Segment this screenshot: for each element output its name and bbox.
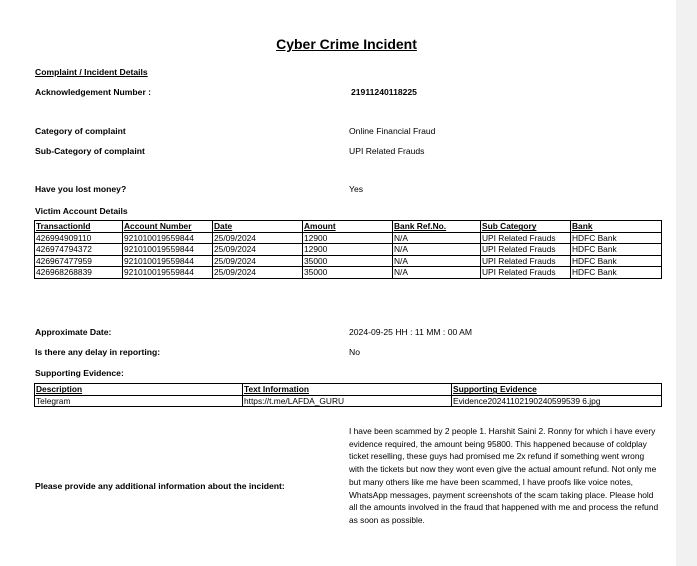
header-cell: Bank Ref.No. xyxy=(393,221,481,233)
subcategory-value: UPI Related Frauds xyxy=(349,146,425,156)
delay-value: No xyxy=(349,347,360,357)
lost-money-value: Yes xyxy=(349,184,364,194)
additional-info-label: Please provide any additional information about the incident: xyxy=(35,481,285,491)
delay-label: Is there any delay in reporting: xyxy=(35,347,161,357)
table-cell: N/A xyxy=(393,232,481,244)
ack-value: 21911240118225 xyxy=(351,87,417,97)
table-cell: 25/09/2024 xyxy=(213,267,303,279)
table-cell: 426968268839 xyxy=(35,267,123,279)
header-cell: Amount xyxy=(303,221,393,233)
header-cell: Text Information xyxy=(243,384,452,396)
table-cell: 426967477959 xyxy=(35,255,123,267)
table-header-row xyxy=(35,384,662,396)
table-cell: 426974794372 xyxy=(35,244,123,256)
table-row xyxy=(35,395,662,407)
ack-label: Acknowledgement Number : xyxy=(35,87,152,97)
table-cell: Telegram xyxy=(35,395,243,407)
table-cell: UPI Related Frauds xyxy=(481,267,571,279)
victim-heading: Victim Account Details xyxy=(35,206,128,216)
header-cell: Description xyxy=(35,384,243,396)
table-cell: 426994909110 xyxy=(35,232,123,244)
table-cell: 25/09/2024 xyxy=(213,244,303,256)
table-cell: 12900 xyxy=(303,244,393,256)
table-cell: UPI Related Frauds xyxy=(481,244,571,256)
lost-money-label: Have you lost money? xyxy=(35,184,127,194)
evidence-table xyxy=(34,383,662,407)
table-cell: 25/09/2024 xyxy=(213,232,303,244)
evidence-file-link[interactable]: Evidence20241102190240599539 6.jpg xyxy=(452,395,662,407)
table-cell: HDFC Bank xyxy=(571,232,662,244)
evidence-link[interactable]: https://t.me/LAFDA_GURU xyxy=(243,395,452,407)
table-cell: N/A xyxy=(393,255,481,267)
approx-date-label: Approximate Date: xyxy=(35,327,112,337)
table-row xyxy=(35,267,662,279)
category-label: Category of complaint xyxy=(35,126,126,136)
table-cell: 921010019559844 xyxy=(123,232,213,244)
header-cell: Sub Category xyxy=(481,221,571,233)
table-cell: 921010019559844 xyxy=(123,267,213,279)
table-cell: N/A xyxy=(393,267,481,279)
header-cell: TransactionId xyxy=(35,221,123,233)
scrollbar[interactable] xyxy=(676,0,697,566)
table-row xyxy=(35,244,662,256)
section-heading: Complaint / Incident Details xyxy=(35,67,148,77)
header-cell: Supporting Evidence xyxy=(452,384,662,396)
table-cell: HDFC Bank xyxy=(571,244,662,256)
table-cell: HDFC Bank xyxy=(571,267,662,279)
header-cell: Date xyxy=(213,221,303,233)
table-cell: 921010019559844 xyxy=(123,255,213,267)
table-cell: 12900 xyxy=(303,232,393,244)
table-cell: 25/09/2024 xyxy=(213,255,303,267)
page-title: Cyber Crime Incident xyxy=(276,36,417,52)
table-row xyxy=(35,255,662,267)
victim-account-table xyxy=(34,220,662,279)
evidence-heading: Supporting Evidence: xyxy=(35,368,124,378)
table-cell: UPI Related Frauds xyxy=(481,232,571,244)
table-row xyxy=(35,232,662,244)
table-cell: 921010019559844 xyxy=(123,244,213,256)
additional-info-text: I have been scammed by 2 people 1. Harshit Saini 2. Ronny for which i have every evidence required, the amount being 95800. This happened because of coldplay ticket reselling, these guys had promised me 2x refund if something went wrong with the tickets but now they wont even give the actual amount refund. Not only me but many others like me have been scammed, I have proofs like voice notes, WhatsApp messages, payment screenshots of the scam taking place. Please hold all the amounts involved in the fraud that happened with me and process the refund as soon as possible. xyxy=(349,426,659,525)
approx-date-value: 2024-09-25 HH : 11 MM : 00 AM xyxy=(349,327,473,337)
table-cell: HDFC Bank xyxy=(571,255,662,267)
table-cell: UPI Related Frauds xyxy=(481,255,571,267)
table-cell: 35000 xyxy=(303,255,393,267)
table-cell: 35000 xyxy=(303,267,393,279)
header-cell: Bank xyxy=(571,221,662,233)
subcategory-label: Sub-Category of complaint xyxy=(35,146,145,156)
table-cell: N/A xyxy=(393,244,481,256)
header-cell: Account Number xyxy=(123,221,213,233)
category-value: Online Financial Fraud xyxy=(349,126,436,136)
table-header-row xyxy=(35,221,662,233)
